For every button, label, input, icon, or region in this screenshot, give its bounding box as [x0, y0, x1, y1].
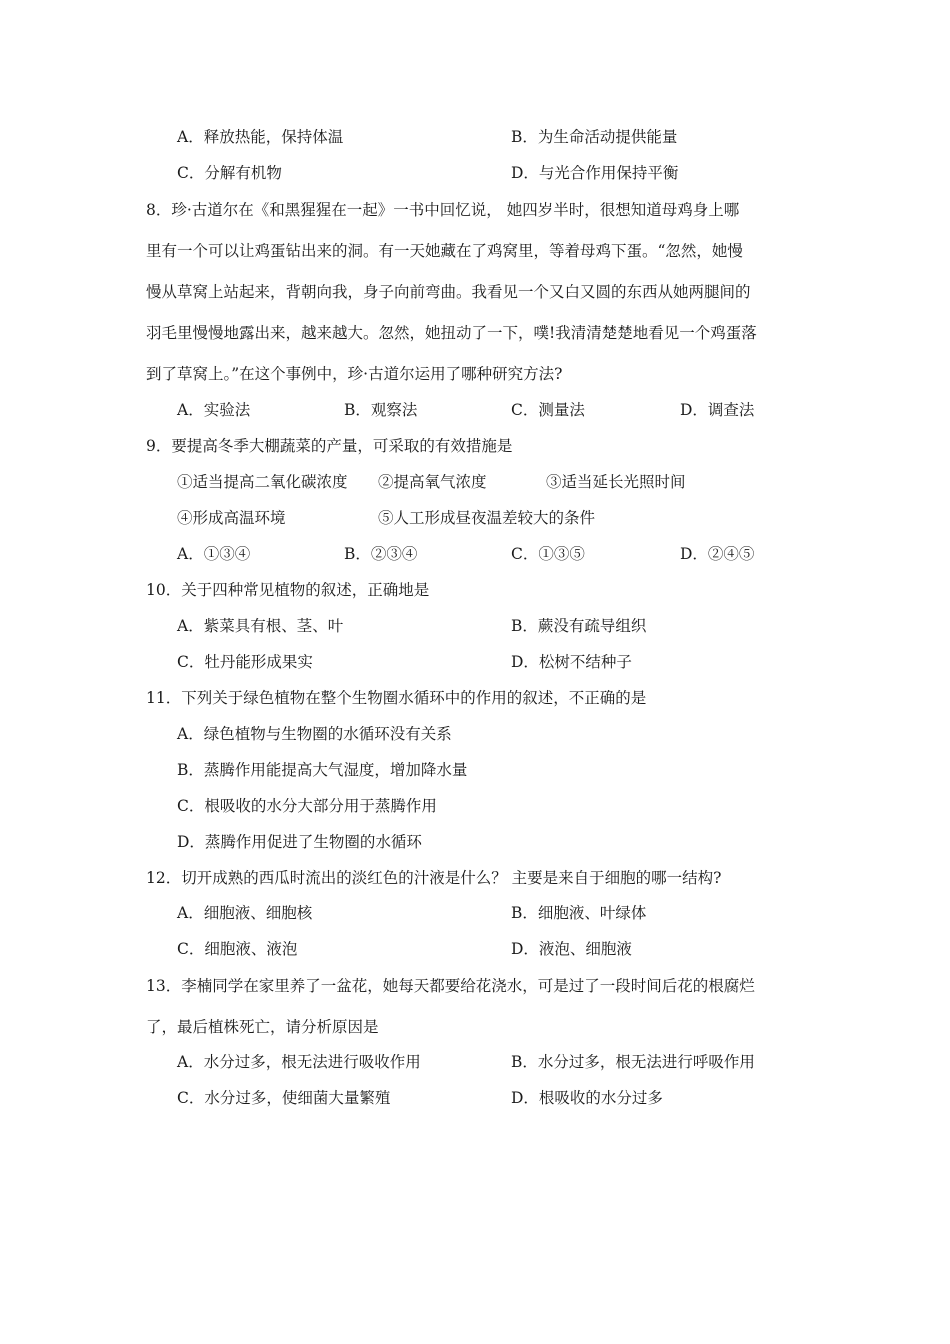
- q8-option-a: A．实验法: [177, 401, 251, 419]
- q7-option-a: A．释放热能，保持体温: [177, 128, 344, 146]
- q10-option-c: C．牡丹能形成果实: [177, 653, 313, 671]
- q12-option-a: A．细胞液、细胞核: [177, 904, 313, 922]
- q9-option-c: C．①③⑤: [511, 545, 585, 563]
- q8-stem-line-3: 慢从草窝上站起来，背朝向我，身子向前弯曲。我看见一个又白又圆的东西从她两腿间的: [146, 283, 751, 301]
- q7-option-c: C．分解有机物: [177, 164, 282, 182]
- q13-option-c: C．水分过多，使细菌大量繁殖: [177, 1089, 391, 1107]
- q11-option-c: C．根吸收的水分大部分用于蒸腾作用: [177, 797, 437, 815]
- q9-item-3: ③适当延长光照时间: [546, 473, 686, 491]
- q10-stem: 10．关于四种常见植物的叙述，正确地是: [146, 581, 430, 599]
- q9-item-5: ⑤人工形成昼夜温差较大的条件: [378, 509, 596, 527]
- q13-stem-line-2: 了，最后植株死亡，请分析原因是: [146, 1018, 379, 1036]
- q8-stem-line-5: 到了草窝上。”在这个事例中，珍·古道尔运用了哪种研究方法?: [146, 365, 563, 383]
- q9-item-2: ②提高氧气浓度: [378, 473, 487, 491]
- q11-option-d: D．蒸腾作用促进了生物圈的水循环: [177, 833, 422, 851]
- q8-option-d: D．调查法: [680, 401, 755, 419]
- q9-stem: 9．要提高冬季大棚蔬菜的产量，可采取的有效措施是: [146, 437, 513, 455]
- q8-stem-line-2: 里有一个可以让鸡蛋钻出来的洞。有一天她藏在了鸡窝里，等着母鸡下蛋。“忽然，她慢: [146, 242, 743, 260]
- q12-option-d: D．液泡、细胞液: [511, 940, 632, 958]
- q9-item-4: ④形成高温环境: [177, 509, 286, 527]
- q13-stem-line-1: 13．李楠同学在家里养了一盆花，她每天都要给花浇水，可是过了一段时间后花的根腐烂: [146, 977, 755, 995]
- q7-option-d: D．与光合作用保持平衡: [511, 164, 679, 182]
- q12-stem: 12．切开成熟的西瓜时流出的淡红色的汁液是什么？ 主要是来自于细胞的哪一结构?: [146, 869, 722, 887]
- q8-option-b: B．观察法: [344, 401, 418, 419]
- q8-stem-line-1: 8．珍·古道尔在《和黑猩猩在一起》一书中回忆说， 她四岁半时，很想知道母鸡身上哪: [146, 201, 740, 219]
- q12-option-c: C．细胞液、液泡: [177, 940, 298, 958]
- q10-option-d: D．松树不结种子: [511, 653, 632, 671]
- q9-option-d: D．②④⑤: [680, 545, 755, 563]
- q8-option-c: C．测量法: [511, 401, 585, 419]
- q13-option-b: B．水分过多，根无法进行呼吸作用: [511, 1053, 755, 1071]
- q11-option-b: B．蒸腾作用能提高大气湿度，增加降水量: [177, 761, 468, 779]
- q13-option-a: A．水分过多，根无法进行吸收作用: [177, 1053, 421, 1071]
- q11-stem: 11．下列关于绿色植物在整个生物圈水循环中的作用的叙述，不正确的是: [146, 689, 647, 707]
- q10-option-a: A．紫菜具有根、茎、叶: [177, 617, 344, 635]
- q12-option-b: B．细胞液、叶绿体: [511, 904, 647, 922]
- q8-stem-line-4: 羽毛里慢慢地露出来，越来越大。忽然，她扭动了一下，噗!我清清楚楚地看见一个鸡蛋落: [146, 324, 757, 342]
- q9-option-a: A．①③④: [177, 545, 251, 563]
- q9-item-1: ①适当提高二氧化碳浓度: [177, 473, 348, 491]
- q7-option-b: B．为生命活动提供能量: [511, 128, 678, 146]
- q10-option-b: B．蕨没有疏导组织: [511, 617, 647, 635]
- q13-option-d: D．根吸收的水分过多: [511, 1089, 663, 1107]
- q11-option-a: A．绿色植物与生物圈的水循环没有关系: [177, 725, 452, 743]
- q9-option-b: B．②③④: [344, 545, 418, 563]
